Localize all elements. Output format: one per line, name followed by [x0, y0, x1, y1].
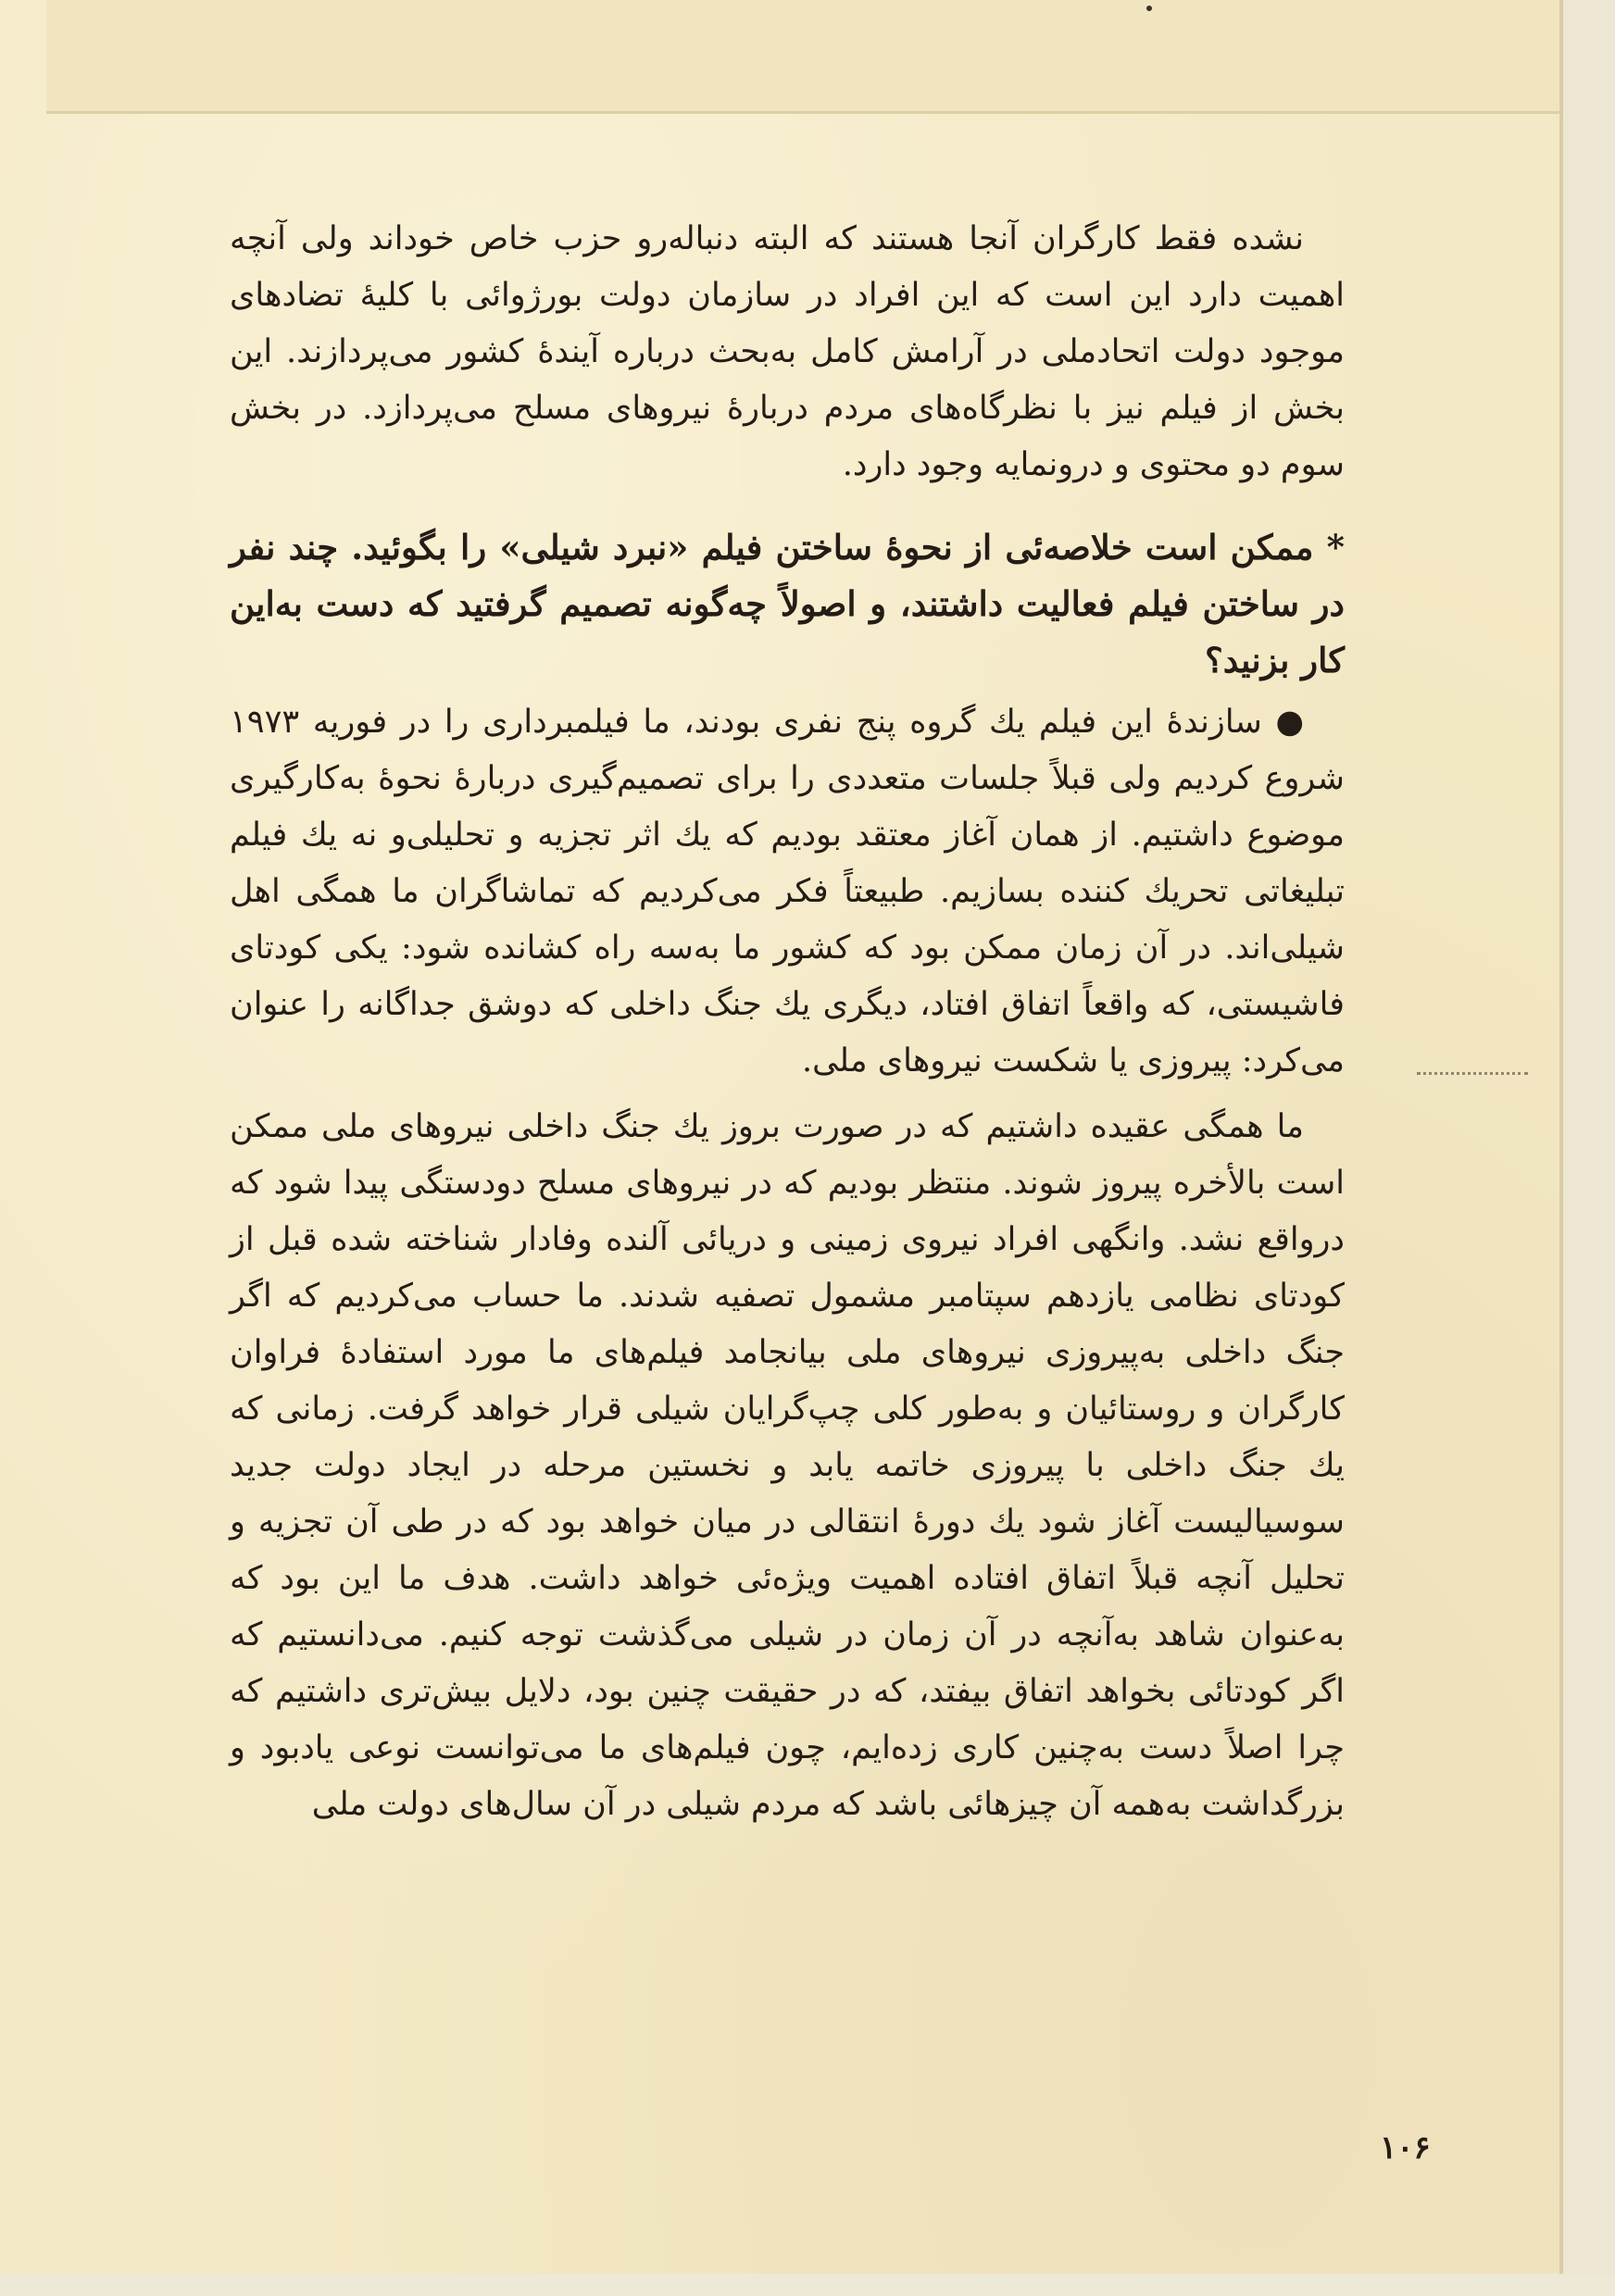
page-top-strip — [46, 0, 1559, 111]
margin-marks — [1417, 1072, 1528, 1079]
paragraph-body: ما همگی عقیده داشتیم که در صورت بروز یك جنگ داخلی نیروهای ملی ممکن است بالأخره پیروز شوند. منتظر بودیم که در نیروهای مسلح دودستگی پیدا شود که درواقع نشد. وانگهی افراد نیروی زمینی و دریائی آلنده وفادار شناخته شده قبل از کودتای نظامی یازدهم سپتامبر مشمول تصفیه شدند. ما حساب می‌کردیم که اگر جنگ داخلی به‌پیروزی نیروهای ملی بیانجامد فیلم‌های ما مورد استفادهٔ فراوان کارگران و روستائیان و به‌طور کلی چپ‌گرایان شیلی قرار خواهد گرفت. زمانی که یك جنگ داخلی با پیروزی خاتمه یابد و نخستین مرحله در ایجاد دولت جدید سوسیالیست آغاز شود یك دورهٔ انتقالی در میان خواهد بود که در طی آن تجزیه و تحلیل آنچه قبلاً اتفاق افتاده اهمیت ویژه‌ئی خواهد داشت. هدف ما این بود که به‌عنوان شاهد به‌آنچه در آن زمان در شیلی می‌گذشت توجه کنیم. می‌دانستیم که اگر کودتائی بخواهد اتفاق بیفتد، که در حقیقت چنین بود، دلایل بیش‌تری داشتیم که چرا اصلاً دست به‌چنین کاری زده‌ایم، چون فیلم‌های ما می‌توانست نوعی یادبود و بزرگداشت به‌همه آن چیزهائی باشد که مردم شیلی در آن سال‌های دولت ملی — [230, 1108, 1345, 1823]
background-beyond-page-bottom — [0, 2274, 1615, 2296]
fold-line — [46, 111, 1559, 114]
page-text — [230, 211, 1345, 1833]
background-beyond-page — [1559, 0, 1615, 2296]
interview-question: * ممکن است خلاصه‌ئی از نحوهٔ ساختن فیلم «نبرد شیلی» را بگوئید. چند نفر در ساختن فیلم فعالیت داشتند، و اصولاً چه‌گونه تصمیم گرفتید که دست به‌این کار بزنید؟ — [230, 527, 1345, 680]
ink-dot — [1146, 6, 1152, 11]
page-number: ۱۰۶ — [1380, 2129, 1431, 2166]
page-edge — [1559, 0, 1563, 2274]
interview-answer: ● سازندهٔ این فیلم یك گروه پنج نفری بودند، ما فیلمبرداری را در فوریه ۱۹۷۳ شروع کردیم ولی قبلاً جلسات متعددی را برای تصمیم‌گیری دربارهٔ نحوهٔ به‌کارگیری موضوع داشتیم. از همان آغاز معتقد بودیم که یك اثر تجزیه و تحلیلی‌و نه یك فیلم تبلیغاتی تحریك کننده بسازیم. طبیعتاً فکر می‌کردیم که تماشاگران ما همگی اهل شیلی‌اند. در آن زمان ممکن بود که کشور ما به‌سه راه کشانده شود: یکی کودتای فاشیستی، که واقعاً اتفاق افتاد، دیگری یك جنگ داخلی که دوشق جداگانه را عنوان می‌کرد: پیروزی یا شکست نیروهای ملی. — [230, 704, 1345, 1079]
paragraph-intro: نشده فقط کارگران آنجا هستند که البته دنباله‌رو حزب خاص خوداند ولی آنچه اهمیت دارد این است که این افراد در سازمان دولت بورژوائی با کلیهٔ تضادهای موجود دولت اتحادملی در آرامش کامل به‌بحث درباره آیندهٔ کشور می‌پردازند. این بخش از فیلم نیز با نظرگاه‌های مردم دربارهٔ نیروهای مسلح می‌پردازد. در بخش سوم دو محتوی و درونمایه وجود دارد. — [230, 220, 1345, 483]
